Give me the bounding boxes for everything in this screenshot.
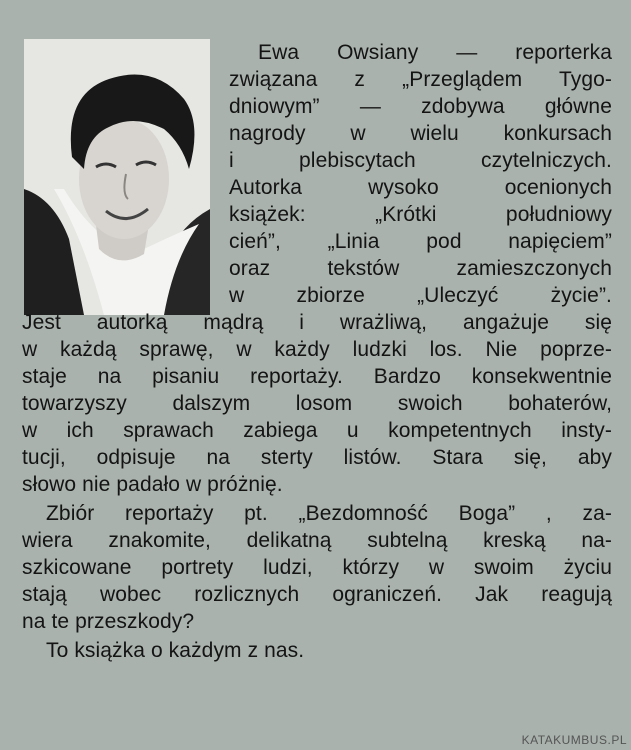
text-line: oraz tekstów zamieszczonych [229,257,612,280]
text-line: nagrody w wielu konkursach [229,122,612,145]
author-portrait-icon [24,39,210,315]
text-line: szkicowane portrety ludzi, którzy w swoim życiu [22,556,612,579]
text-line: słowo nie padało w próżnię. [22,473,283,496]
text-line: książek: „Krótki południowy [229,203,612,226]
author-photo [24,39,210,315]
text-line: To książka o każdym z nas. [46,639,305,662]
text-line: tucji, odpisuje na sterty listów. Stara się, aby [22,446,612,469]
text-line: na te przeszkody? [22,610,195,633]
text-line: towarzyszy dalszym losom swoich bohaterów, [22,392,612,415]
text-line: Zbiór reportaży pt. „Bezdomność Boga” , za- [46,502,612,525]
text-line: Ewa Owsiany — reporterka [258,41,612,64]
text-line: staje na pisaniu reportaży. Bardzo konsekwentnie [22,365,612,388]
text-line: w każdą sprawę, w każdy ludzki los. Nie poprze- [22,338,612,361]
text-line: i plebiscytach czytelniczych. [229,149,612,172]
text-line: związana z „Przeglądem Tygo- [229,68,612,91]
text-line: w ich sprawach zabiega u kompetentnych insty- [22,419,612,442]
watermark: KATAKUMBUS.PL [521,733,627,747]
text-line: Autorka wysoko ocenionych [229,176,612,199]
text-line: dniowym” — zdobywa główne [229,95,612,118]
text-line: wiera znakomite, delikatną subtelną kreską na- [22,529,612,552]
text-line: cień”, „Linia pod napięciem” [229,230,612,253]
text-line: w zbiorze „Uleczyć życie”. [229,284,612,307]
text-line: Jest autorką mądrą i wrażliwą, angażuje się [22,311,612,334]
text-line: stają wobec rozlicznych ograniczeń. Jak reagują [22,583,612,606]
